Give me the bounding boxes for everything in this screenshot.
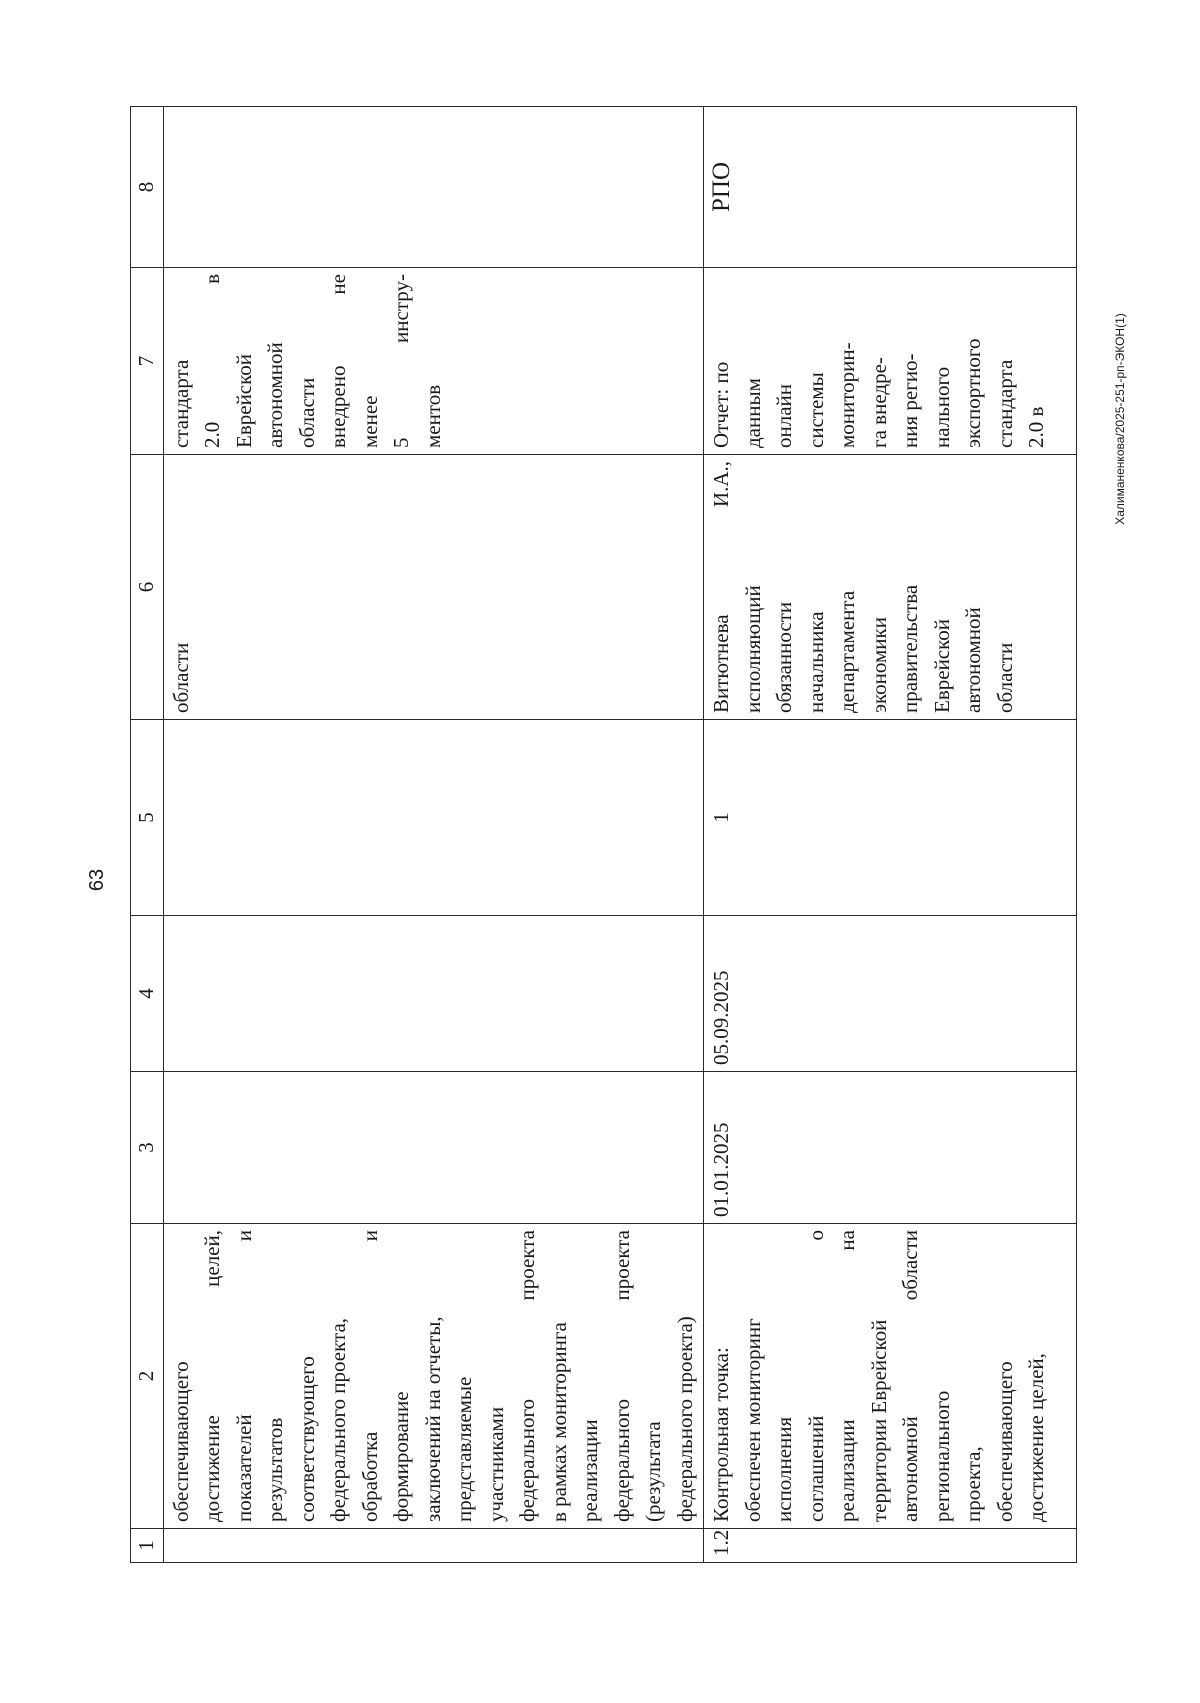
text-line: исполняющий — [740, 585, 764, 713]
text-line: исполнения — [771, 1416, 796, 1522]
page-number: 63 — [86, 868, 108, 892]
text-line: внедрено не — [325, 274, 350, 448]
text-line: ментов — [420, 384, 444, 448]
text-line: достижение целей, — [199, 1230, 224, 1522]
text-line: области — [992, 642, 1016, 713]
cell-end-date: 05.09.2025 — [703, 916, 1076, 1072]
text-line: реализации — [577, 1419, 602, 1522]
cell-end-date — [163, 916, 704, 1072]
cell-document — [703, 268, 1076, 455]
header-col-1: 1 — [130, 1529, 163, 1563]
text-line: обеспечивающего — [168, 1361, 192, 1522]
cell-number — [163, 1529, 704, 1563]
text-line: системы — [803, 372, 827, 448]
text-line: соответствующего — [294, 1356, 318, 1522]
header-col-6: 6 — [130, 455, 163, 720]
text-line: автономной области — [897, 1230, 922, 1522]
text-line: экономики — [866, 617, 890, 713]
text-line: территории Еврейской — [866, 1319, 890, 1522]
text-line: начальника — [803, 611, 827, 713]
text-line: Еврейской — [929, 619, 953, 713]
document-code: Халиманенкова/2025-251-рп-ЭКОН(1) — [1113, 313, 1127, 525]
text-line: достижение целей, — [1023, 1353, 1048, 1522]
text-line: правительства — [897, 584, 922, 713]
text-line: Отчет: по — [708, 361, 733, 448]
cell-start-date: 01.01.2025 — [703, 1072, 1076, 1224]
cell-quantity: 1 — [703, 720, 1076, 916]
text-line: обязанности — [771, 601, 796, 713]
cell-description — [703, 1224, 1076, 1529]
text-line: га внедре- — [866, 357, 890, 448]
header-col-5: 5 — [130, 720, 163, 916]
text-line: менее — [357, 395, 381, 448]
text-line: обеспечен мониторинг — [740, 1318, 764, 1522]
text-line: 2.0 в — [199, 274, 224, 448]
text-line: мониторин- — [834, 342, 859, 448]
text-line: обеспечивающего — [992, 1361, 1016, 1522]
table-row — [703, 107, 1076, 1563]
text-line: автономной — [262, 342, 287, 448]
plan-table — [130, 106, 1077, 1563]
text-line: онлайн — [771, 383, 796, 448]
text-line: автономной — [960, 607, 985, 713]
cell-start-date — [163, 1072, 704, 1224]
header-col-7: 7 — [130, 268, 163, 455]
text-line: обработка и — [357, 1230, 381, 1522]
cell-description — [163, 1224, 704, 1529]
header-col-3: 3 — [130, 1072, 163, 1224]
table-row — [163, 107, 704, 1563]
text-line: проекта, — [960, 1446, 985, 1522]
header-row — [130, 107, 163, 1563]
text-line: показателей и — [231, 1230, 255, 1522]
text-line: Витютнева И.А., — [708, 461, 733, 713]
rotated-table-container — [130, 107, 1050, 1563]
text-line: области — [168, 642, 192, 713]
text-line: экспортного — [960, 338, 985, 448]
cell-info-system — [163, 107, 704, 268]
cell-info-system: РПО — [703, 107, 1076, 268]
text-line: стандарта — [992, 359, 1016, 448]
text-line: представляемые — [451, 1376, 476, 1522]
text-line: участниками — [483, 1406, 507, 1522]
text-line: 2.0 в — [1023, 406, 1048, 448]
text-line: нального — [929, 366, 953, 448]
cell-document — [163, 268, 704, 455]
text-line: формирование — [388, 1391, 413, 1522]
text-line: данным — [740, 378, 764, 448]
text-line: федерального проекта, — [325, 1317, 350, 1522]
text-line: результатов — [262, 1417, 287, 1522]
text-line: стандарта — [168, 359, 192, 448]
header-col-2: 2 — [130, 1224, 163, 1529]
text-line: области — [294, 377, 318, 448]
text-line: федерального проекта — [609, 1230, 633, 1522]
header-col-4: 4 — [130, 916, 163, 1072]
text-line: Контрольная точка: — [708, 1347, 733, 1522]
text-line: (результата — [640, 1421, 665, 1522]
text-line: 5 инстру- — [388, 274, 413, 448]
header-col-8: 8 — [130, 107, 163, 268]
cell-number: 1.2 — [703, 1529, 1076, 1563]
text-line: реализации на — [834, 1230, 859, 1522]
text-line: регионального — [929, 1390, 953, 1522]
text-line: в рамках мониторинга — [546, 1322, 570, 1522]
cell-responsible — [703, 455, 1076, 720]
text-line: ния регио- — [897, 353, 922, 448]
cell-quantity — [163, 720, 704, 916]
text-line: соглашений о — [803, 1230, 827, 1522]
cell-responsible — [163, 455, 704, 720]
text-line: федерального проекта — [514, 1230, 539, 1522]
text-line: федерального проекта) — [672, 1316, 696, 1522]
text-line: департамента — [834, 590, 859, 713]
text-line: Еврейской — [231, 354, 255, 448]
text-line: заключений на отчеты, — [420, 1316, 444, 1522]
